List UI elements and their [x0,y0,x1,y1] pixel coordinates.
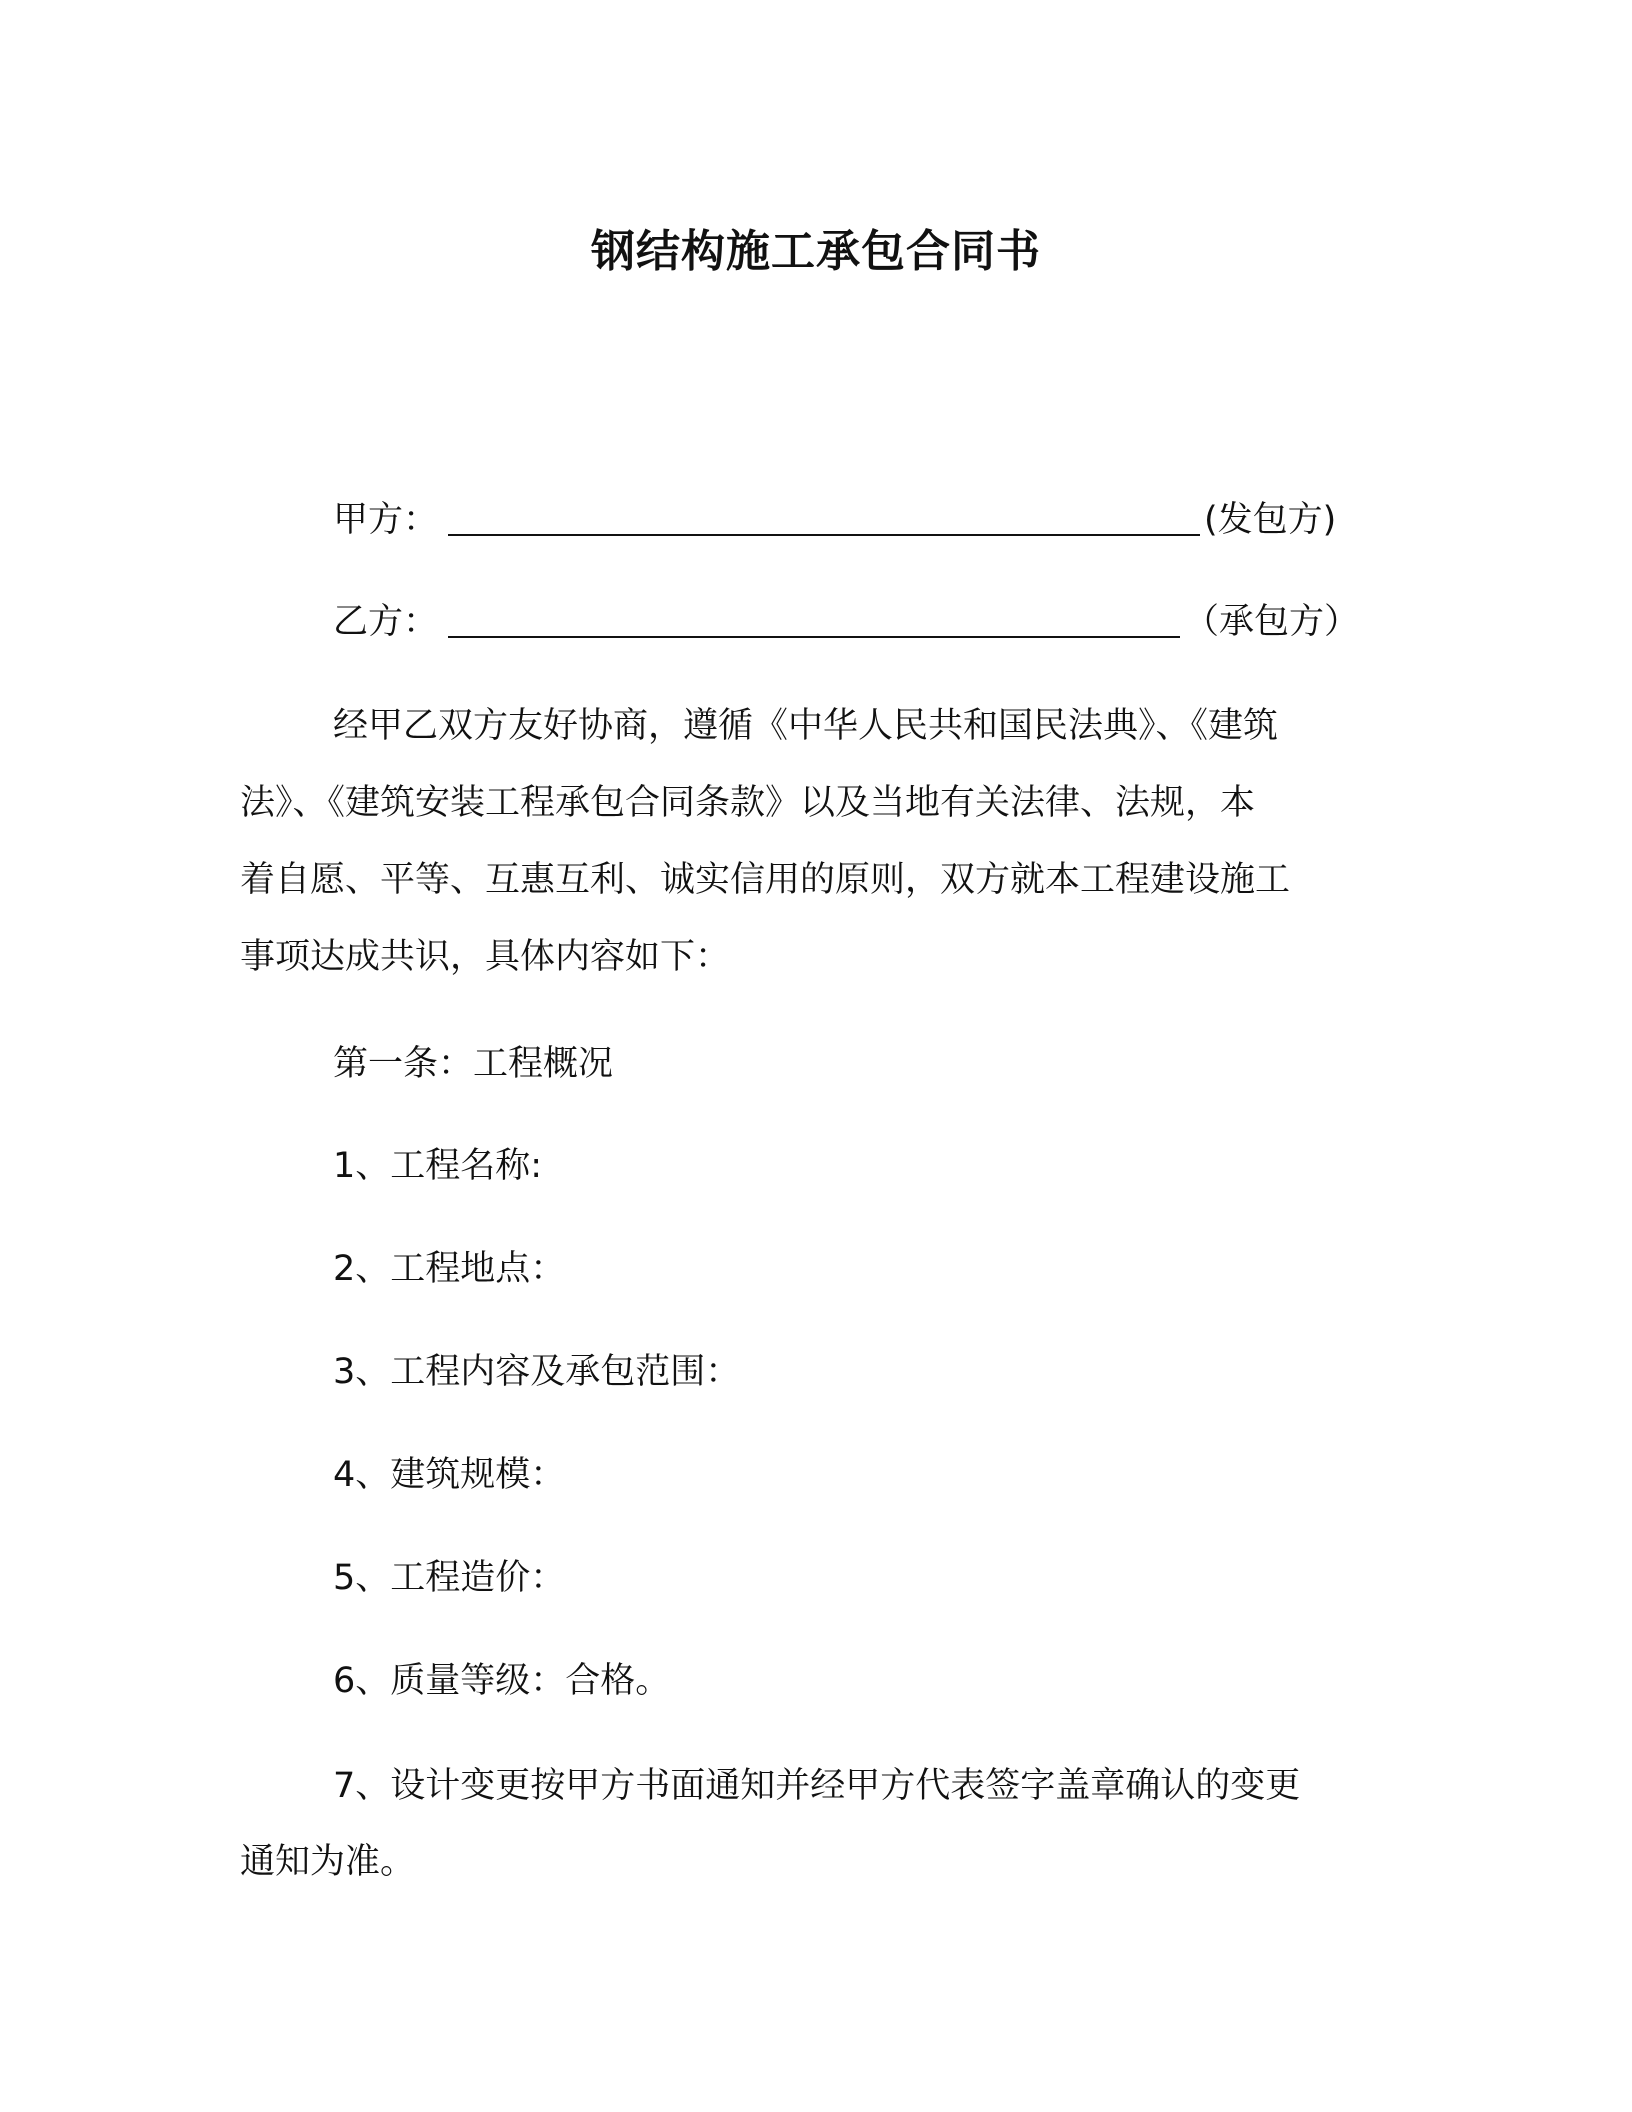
article-item: 3、工程内容及承包范围： [333,1352,741,1392]
preamble-line: 经甲乙双方友好协商，遵循《中华人民共和国民法典》、《建筑 [333,706,1279,746]
preamble-line: 着自愿、平等、互惠互利、诚实信用的原则，双方就本工程建设施工 [240,860,1291,900]
article-item: 1、工程名称: [333,1146,543,1186]
document-title: 钢结构施工承包合同书 [591,226,1041,277]
article-heading: 第一条：工程概况 [333,1044,614,1084]
party-a-line [333,496,1353,544]
article-item-7-line: 7、设计变更按甲方书面通知并经甲方代表签字盖章确认的变更 [333,1766,1301,1806]
preamble-line: 法》、《建筑安装工程承包合同条款》以及当地有关法律、法规，本 [240,783,1256,823]
party-b-suffix: （承包方） [1184,602,1360,642]
party-a-label: 甲方： [333,500,439,540]
party-a-suffix: (发包方) [1204,500,1337,540]
article-item: 5、工程造价： [333,1558,566,1598]
preamble-line: 事项达成共识，具体内容如下： [240,937,731,977]
article-item-7-line: 通知为准。 [240,1842,416,1882]
party-b-line [333,598,1360,646]
party-a-blank [448,496,1200,536]
article-item: 4、建筑规模： [333,1455,566,1495]
article-item: 6、质量等级：合格。 [333,1661,671,1701]
party-b-label: 乙方： [333,602,439,642]
article-item: 2、工程地点： [333,1249,566,1289]
party-b-blank [448,598,1180,638]
